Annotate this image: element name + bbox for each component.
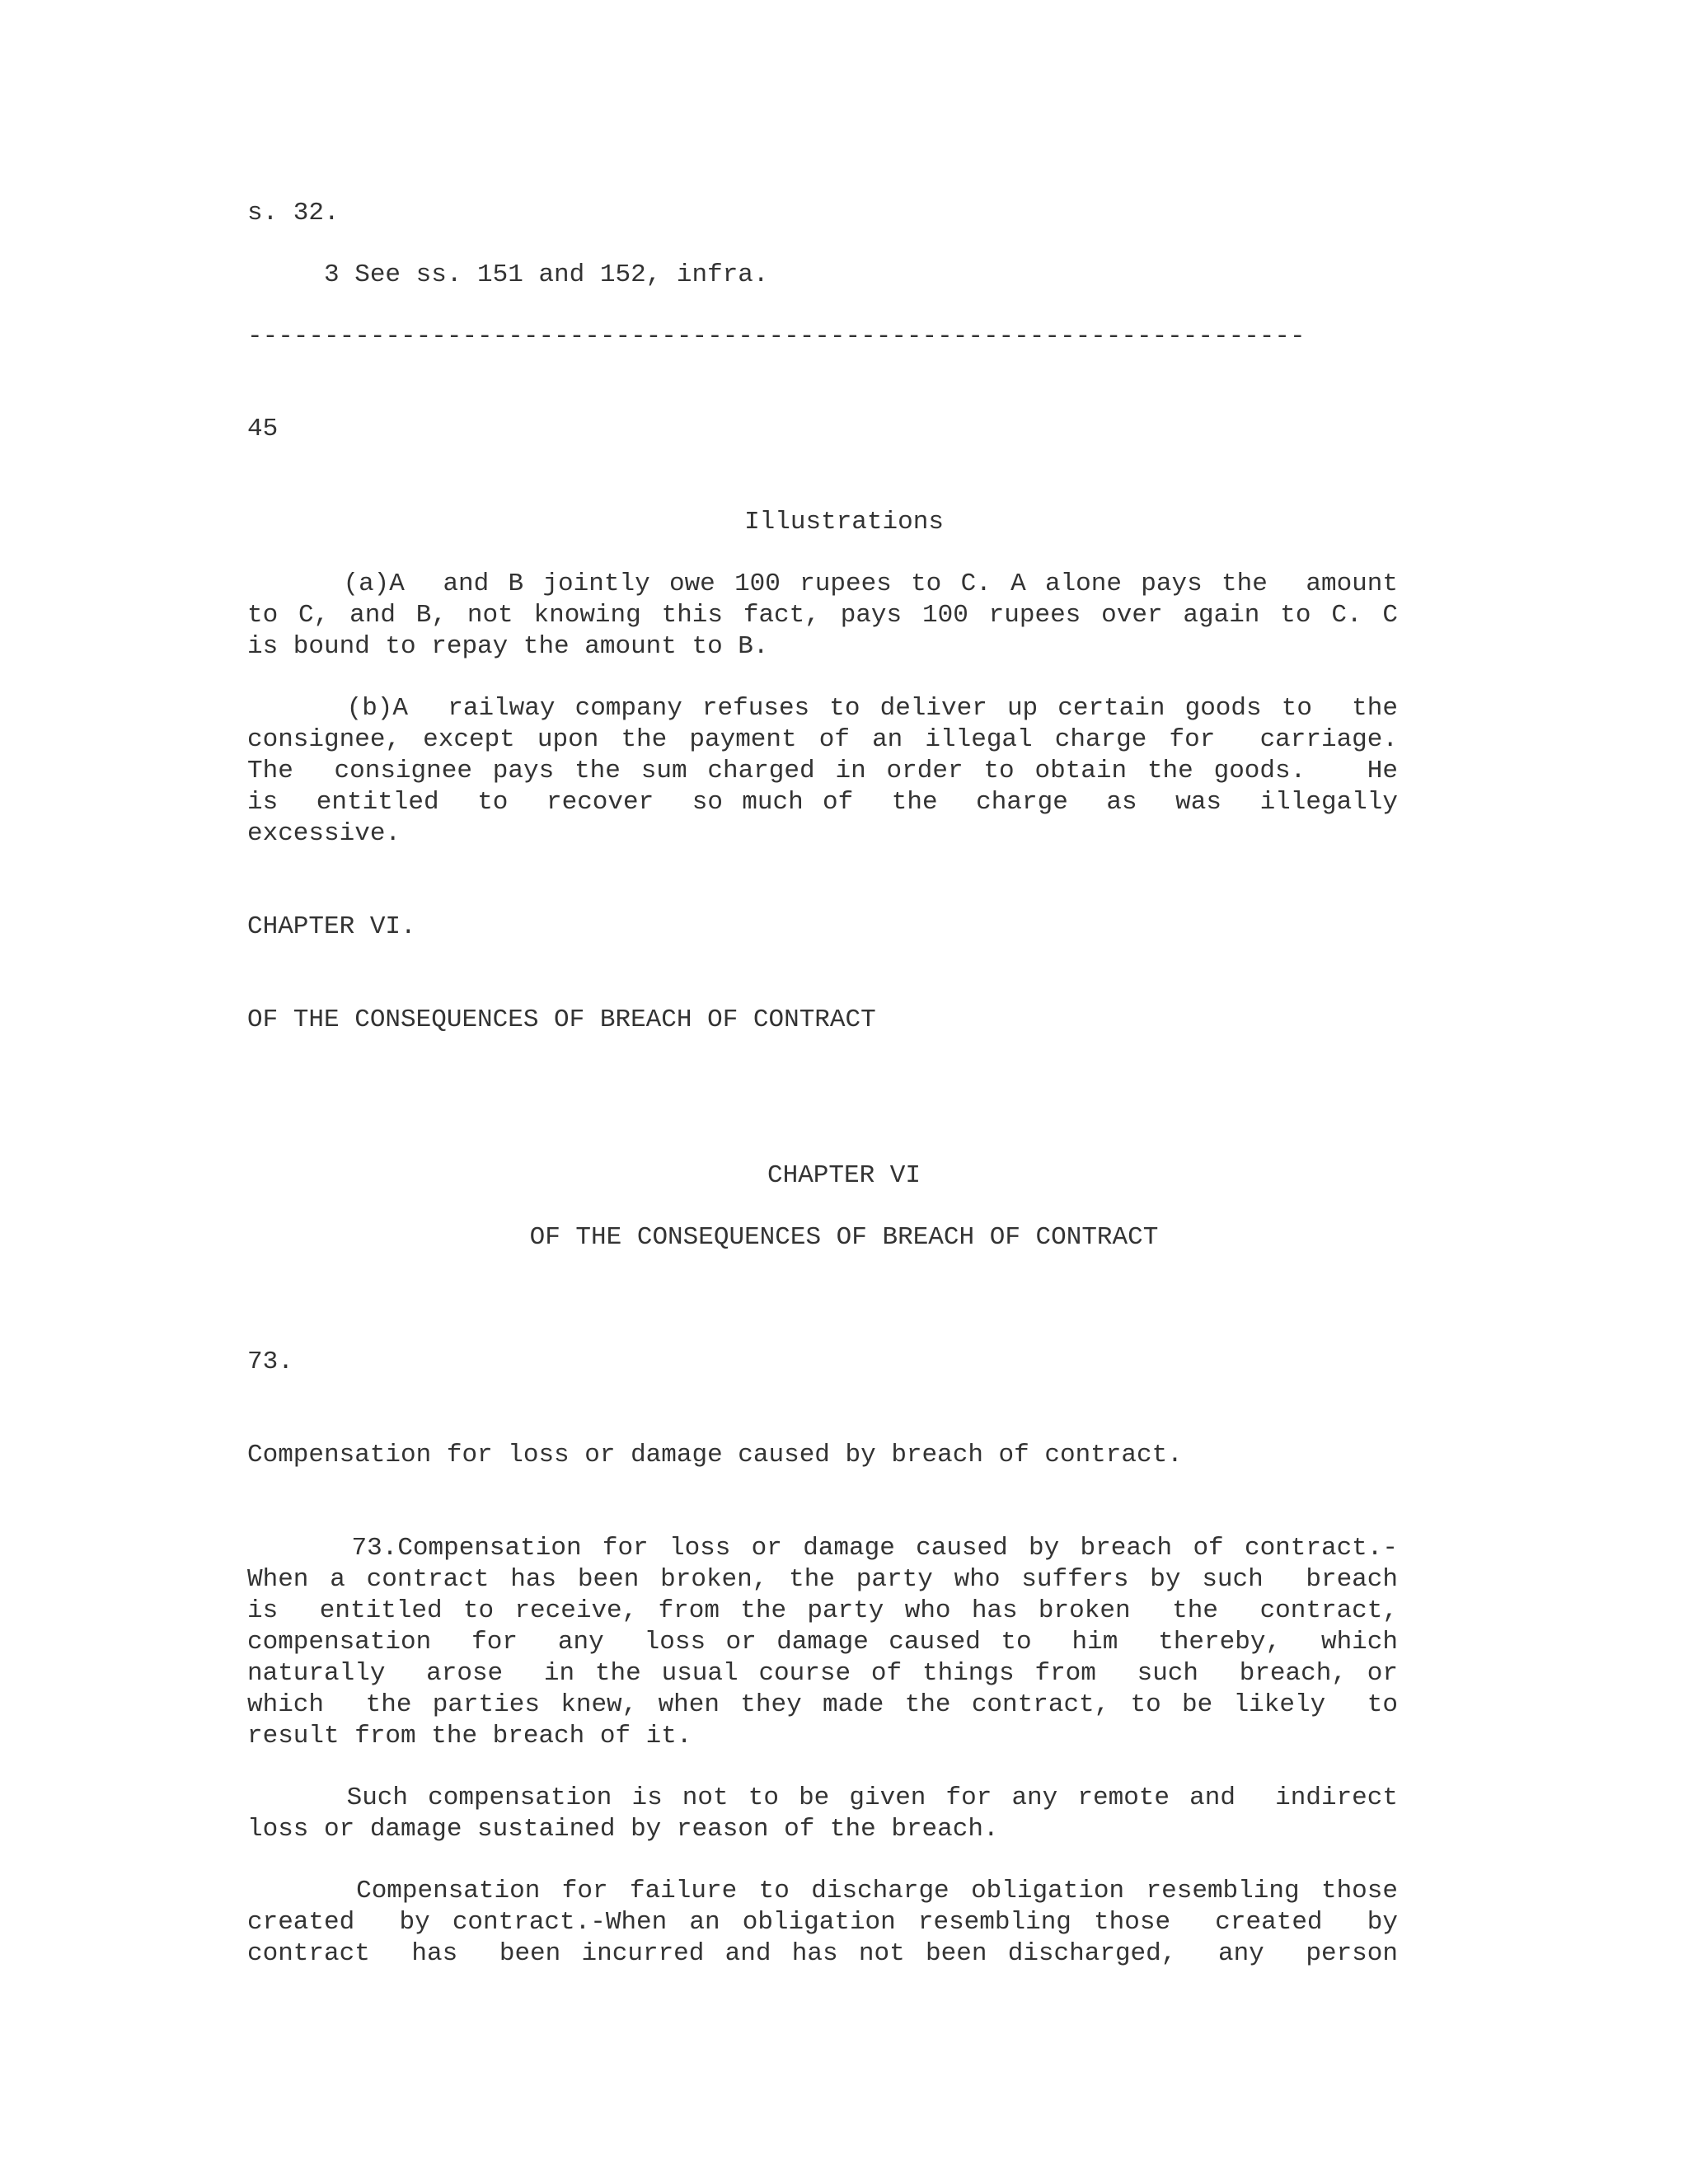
section-73-paragraph-line: When a contract has been broken, the party who suffers by such breach bbox=[247, 1565, 1398, 1594]
footnote-continuation: s. 32. bbox=[247, 199, 340, 227]
remote-loss-paragraph-line: Such compensation is not to be given for any remote and indirect bbox=[247, 1783, 1398, 1812]
illustration-b-line: excessive. bbox=[247, 819, 401, 848]
illustration-a-line: to C, and B, not knowing this fact, pays 100 rupees over again to C. C bbox=[247, 601, 1398, 630]
section-number: 73. bbox=[247, 1347, 293, 1376]
illustration-a-line: is bound to repay the amount to B. bbox=[247, 632, 769, 661]
remote-loss-paragraph-line: loss or damage sustained by reason of the breach. bbox=[247, 1815, 999, 1844]
illustration-b-line: (b)A railway company refuses to deliver up certain goods to the bbox=[247, 694, 1398, 723]
section-73-paragraph-line: 73.Compensation for loss or damage caused by breach of contract.- bbox=[247, 1534, 1398, 1563]
section-73-paragraph-line: naturally arose in the usual course of things from such breach, or bbox=[247, 1659, 1398, 1688]
obligation-paragraph-line: Compensation for failure to discharge obligation resembling those bbox=[247, 1877, 1398, 1905]
chapter-title: OF THE CONSEQUENCES OF BREACH OF CONTRACT bbox=[529, 1223, 1159, 1252]
illustration-b-line: The consignee pays the sum charged in order to obtain the goods. He bbox=[247, 757, 1398, 785]
section-73-paragraph-line: result from the breach of it. bbox=[247, 1722, 692, 1750]
page-number: 45 bbox=[247, 415, 279, 443]
section-73-paragraph-line: is entitled to receive, from the party who has broken the contract, bbox=[247, 1596, 1398, 1625]
section-73-paragraph-line: which the parties knew, when they made the contract, to be likely to bbox=[247, 1690, 1398, 1719]
illustration-a-line: (a)A and B jointly owe 100 rupees to C. A alone pays the amount bbox=[247, 569, 1398, 598]
section-marginal-note: Compensation for loss or damage caused by breach of contract. bbox=[247, 1441, 1183, 1469]
chapter-number: CHAPTER VI bbox=[767, 1161, 921, 1190]
chapter-index-number: CHAPTER VI. bbox=[247, 912, 416, 941]
illustration-b-line: is entitled to recover so much of the charge as was illegally bbox=[247, 788, 1398, 817]
illustrations-heading: Illustrations bbox=[744, 508, 944, 537]
chapter-index-title: OF THE CONSEQUENCES OF BREACH OF CONTRACT bbox=[247, 1005, 876, 1034]
separator-line: --------------------------------------------------------------------- bbox=[247, 322, 1306, 351]
illustration-b-line: consignee, except upon the payment of an illegal charge for carriage. bbox=[247, 725, 1398, 754]
obligation-paragraph-line: created by contract.-When an obligation resembling those created by bbox=[247, 1908, 1398, 1937]
footnote-3: 3 See ss. 151 and 152, infra. bbox=[247, 260, 769, 289]
section-73-paragraph-line: compensation for any loss or damage caused to him thereby, which bbox=[247, 1628, 1398, 1657]
obligation-paragraph-line: contract has been incurred and has not been discharged, any person bbox=[247, 1939, 1398, 1968]
